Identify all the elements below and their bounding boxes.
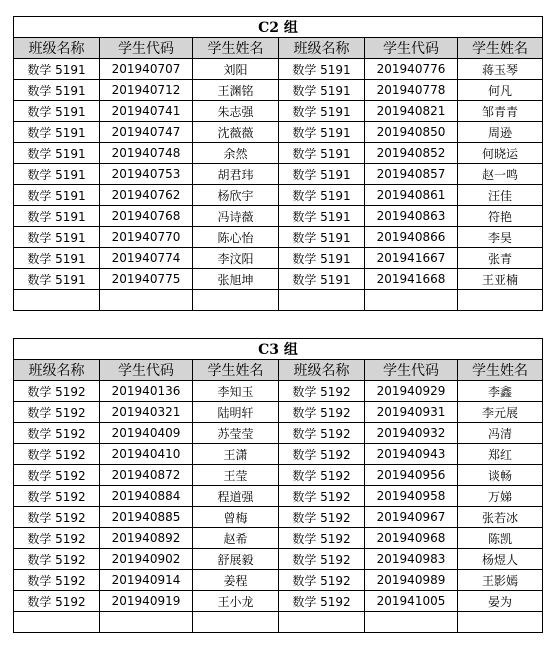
table-cell: 数学 5192 [279,381,365,402]
table-row [14,80,543,101]
table-cell: 201940989 [365,570,458,591]
table-cell [458,290,543,311]
table-cell: 201940410 [100,444,193,465]
table-cell: 杨欣宇 [193,185,279,206]
table-cell: 201940902 [100,549,193,570]
table-cell: 数学 5191 [14,80,100,101]
table-cell: 201940775 [100,269,193,290]
table-cell: 周逊 [458,122,543,143]
column-header-row [14,38,543,59]
table-row [14,248,543,269]
table-cell: 数学 5191 [14,122,100,143]
group-c3-table [13,338,543,633]
table-row [14,269,543,290]
column-header: 班级名称 [14,38,100,59]
column-header: 学生代码 [100,360,193,381]
table-cell: 数学 5191 [14,185,100,206]
table-cell [193,290,279,311]
table-cell: 数学 5191 [279,248,365,269]
table-cell: 李汶阳 [193,248,279,269]
table-cell: 201940776 [365,59,458,80]
table-cell: 数学 5191 [279,227,365,248]
table-cell: 201940852 [365,143,458,164]
table-row [14,612,543,633]
table-row [14,227,543,248]
table-cell: 数学 5192 [279,465,365,486]
table-cell: 201941667 [365,248,458,269]
table-cell: 余然 [193,143,279,164]
table-cell: 舒展毅 [193,549,279,570]
table-cell [279,290,365,311]
table-cell: 符艳 [458,206,543,227]
table-row [14,206,543,227]
column-header: 班级名称 [14,360,100,381]
table-cell: 谈畅 [458,465,543,486]
table-cell: 数学 5192 [14,402,100,423]
table-cell: 201940821 [365,101,458,122]
table-cell [458,612,543,633]
table-cell: 201940892 [100,528,193,549]
column-header-row [14,360,543,381]
table-cell: 张旭坤 [193,269,279,290]
table-cell: 数学 5192 [14,381,100,402]
table-cell: 数学 5192 [14,486,100,507]
table-cell: 201941668 [365,269,458,290]
table-cell: 数学 5192 [14,423,100,444]
table-cell: 201940956 [365,465,458,486]
table-cell [100,612,193,633]
table-row [14,570,543,591]
table-cell: 201941005 [365,591,458,612]
column-header: 班级名称 [279,38,365,59]
table-cell: 201940770 [100,227,193,248]
table-cell: 数学 5192 [14,444,100,465]
table-cell [100,290,193,311]
table-cell: 晏为 [458,591,543,612]
table-cell: 数学 5191 [14,59,100,80]
table-cell: 数学 5192 [14,528,100,549]
table-cell: 数学 5191 [279,185,365,206]
table-row [14,143,543,164]
table-cell: 数学 5192 [14,549,100,570]
table-cell: 数学 5191 [14,248,100,269]
table-cell: 数学 5192 [279,591,365,612]
table-cell: 张青 [458,248,543,269]
table-cell: 201940712 [100,80,193,101]
table-cell: 汪佳 [458,185,543,206]
table-cell: 万娣 [458,486,543,507]
table-cell: 201940929 [365,381,458,402]
table-cell: 数学 5192 [14,570,100,591]
table-cell: 冯诗薇 [193,206,279,227]
table-row [14,59,543,80]
table-cell: 赵希 [193,528,279,549]
column-header: 学生姓名 [458,360,543,381]
table-cell: 201940748 [100,143,193,164]
column-header: 学生代码 [365,38,458,59]
table-cell: 201940778 [365,80,458,101]
table-cell: 数学 5192 [14,465,100,486]
table-cell [14,612,100,633]
table-cell [14,290,100,311]
table-cell: 胡君玮 [193,164,279,185]
table-cell: 201940943 [365,444,458,465]
table-cell: 程道强 [193,486,279,507]
table-cell: 201940409 [100,423,193,444]
table-cell: 数学 5191 [279,164,365,185]
table-row [14,101,543,122]
table-cell: 201940914 [100,570,193,591]
table-cell: 杨煜人 [458,549,543,570]
table-cell: 数学 5192 [279,528,365,549]
table-cell: 刘阳 [193,59,279,80]
table-cell: 数学 5191 [14,227,100,248]
table-cell: 201940861 [365,185,458,206]
table-cell: 赵一鸣 [458,164,543,185]
table-cell: 数学 5192 [279,549,365,570]
table-cell: 李知玉 [193,381,279,402]
table-cell: 201940768 [100,206,193,227]
table-row [14,549,543,570]
table-row [14,591,543,612]
table-cell: 201940850 [365,122,458,143]
table-row [14,528,543,549]
table-row [14,381,543,402]
table-cell: 数学 5192 [279,402,365,423]
table-cell: 曾梅 [193,507,279,528]
table-cell: 蒋玉琴 [458,59,543,80]
table-cell: 沈薇薇 [193,122,279,143]
table-cell: 李鑫 [458,381,543,402]
column-header: 学生代码 [365,360,458,381]
table-cell: 201940863 [365,206,458,227]
table-cell: 201940968 [365,528,458,549]
table-cell: 姜程 [193,570,279,591]
table-cell: 201940872 [100,465,193,486]
table-cell: 数学 5191 [14,269,100,290]
table-cell: 何晓运 [458,143,543,164]
table-cell: 数学 5191 [14,206,100,227]
group-c2-table [13,16,543,311]
table-cell: 陈心怡 [193,227,279,248]
table-cell: 张若冰 [458,507,543,528]
table-cell: 王小龙 [193,591,279,612]
table-row [14,185,543,206]
column-header: 学生姓名 [193,360,279,381]
table-cell: 数学 5191 [279,122,365,143]
table-cell: 数学 5192 [279,486,365,507]
table-cell: 李元展 [458,402,543,423]
table-cell: 朱志强 [193,101,279,122]
table-cell: 201940136 [100,381,193,402]
table-cell: 数学 5191 [14,101,100,122]
column-header: 班级名称 [279,360,365,381]
column-header: 学生代码 [100,38,193,59]
table-cell: 数学 5192 [279,444,365,465]
table-cell: 数学 5191 [279,80,365,101]
table-row [14,164,543,185]
table-cell: 201940931 [365,402,458,423]
table-cell: 数学 5191 [279,269,365,290]
table-row [14,122,543,143]
table-cell: 数学 5192 [14,507,100,528]
group-title: C3 组 [14,339,543,360]
table-cell: 陈凯 [458,528,543,549]
table-cell: 数学 5192 [279,423,365,444]
table-cell: 201940958 [365,486,458,507]
table-cell [365,612,458,633]
table-cell: 苏莹莹 [193,423,279,444]
table-row [14,402,543,423]
table-cell: 201940707 [100,59,193,80]
table-cell: 何凡 [458,80,543,101]
table-cell: 201940932 [365,423,458,444]
table-cell: 陆明轩 [193,402,279,423]
table-cell [279,612,365,633]
table-cell: 数学 5191 [279,206,365,227]
table-row [14,290,543,311]
table-cell: 王渊铭 [193,80,279,101]
table-cell: 数学 5191 [279,101,365,122]
table-cell: 数学 5191 [14,164,100,185]
table-cell: 201940857 [365,164,458,185]
table-row [14,486,543,507]
table-cell: 数学 5191 [279,143,365,164]
table-row [14,465,543,486]
table-cell: 201940753 [100,164,193,185]
table-row [14,444,543,465]
table-cell: 王影嫣 [458,570,543,591]
table-cell: 数学 5192 [279,570,365,591]
table-cell: 数学 5191 [279,59,365,80]
table-cell: 201940741 [100,101,193,122]
table-cell [365,290,458,311]
table-cell: 201940747 [100,122,193,143]
table-cell: 王潇 [193,444,279,465]
table-cell: 201940762 [100,185,193,206]
table-cell: 郑红 [458,444,543,465]
table-cell: 201940321 [100,402,193,423]
group-title: C2 组 [14,17,543,38]
column-header: 学生姓名 [458,38,543,59]
table-row [14,423,543,444]
table-cell: 冯清 [458,423,543,444]
table-cell: 201940983 [365,549,458,570]
table-cell: 201940774 [100,248,193,269]
table-cell: 数学 5192 [279,507,365,528]
column-header: 学生姓名 [193,38,279,59]
table-cell: 李昊 [458,227,543,248]
table-row [14,507,543,528]
table-cell: 数学 5192 [14,591,100,612]
table-cell: 201940967 [365,507,458,528]
table-cell: 邹青青 [458,101,543,122]
table-cell: 201940919 [100,591,193,612]
table-cell: 王亚楠 [458,269,543,290]
table-cell: 201940866 [365,227,458,248]
table-cell: 201940884 [100,486,193,507]
table-cell [193,612,279,633]
table-cell: 201940885 [100,507,193,528]
table-cell: 王莹 [193,465,279,486]
table-cell: 数学 5191 [14,143,100,164]
